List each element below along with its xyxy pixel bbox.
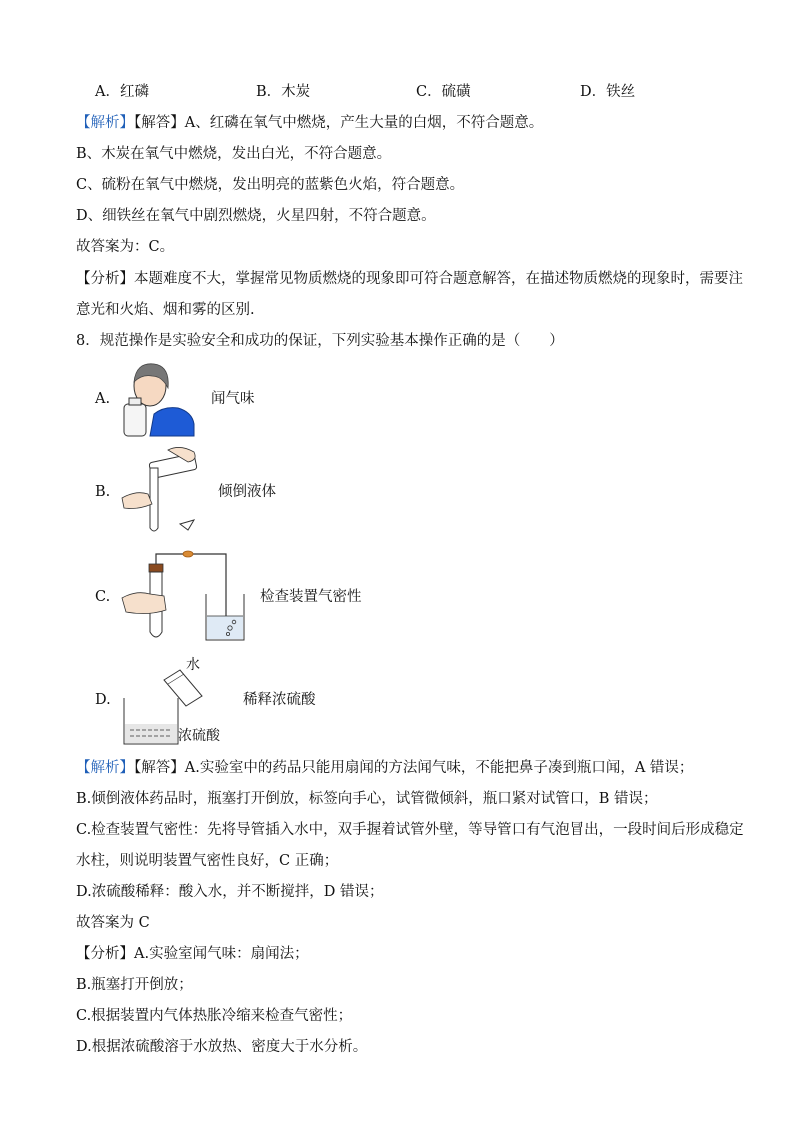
- q8-choice-a-label: 闻气味: [211, 391, 255, 407]
- q8-answer-line: [76, 758, 693, 778]
- q8-summary-d: D.根据浓硫酸溶于水放热、密度大于水分析。: [76, 1039, 368, 1055]
- q8-analysis-tag: 【解析】: [76, 760, 134, 776]
- airtightness-check-figure: [118, 544, 248, 644]
- q8-choice-b-letter: B.: [95, 484, 111, 500]
- q8-explanation-d: D.浓硫酸稀释：酸入水，并不断搅拌，D 错误；: [76, 884, 384, 900]
- q7-summary-line-2: 意光和火焰、烟和雾的区别.: [76, 302, 255, 318]
- q8-choice-b-label: 倾倒液体: [218, 484, 276, 500]
- q8-choice-a-letter: A.: [95, 391, 111, 407]
- q7-answer-intro: 【解答】A、红磷在氧气中燃烧，产生大量的白烟，不符合题意。: [134, 115, 544, 131]
- pouring-liquid-figure: [118, 446, 200, 534]
- q7-analysis-tag: 【解析】: [76, 115, 134, 131]
- q7-option-a: A．红磷: [95, 84, 149, 100]
- q8-summary-c: C.根据装置内气体热胀冷缩来检查气密性；: [76, 1008, 353, 1024]
- q8-answer-intro: 【解答】A.实验室中的药品只能用扇闻的方法闻气味，不能把鼻子凑到瓶口闻，A 错误；: [134, 760, 694, 776]
- q8-explanation-c-2: 水柱，则说明装置气密性良好，C 正确；: [76, 853, 339, 869]
- q8-choice-d-letter: D.: [95, 692, 111, 708]
- q8-explanation-b: B.倾倒液体药品时，瓶塞打开倒放，标签向手心，试管微倾斜，瓶口紧对试管口，B 错误；: [76, 791, 658, 807]
- q8-choice-d-label: 稀释浓硫酸: [243, 692, 316, 708]
- q7-explanation-b: B、木炭在氧气中燃烧，发出白光，不符合题意。: [76, 146, 392, 162]
- q7-option-d: D．铁丝: [580, 84, 636, 100]
- q8-stem: 8．规范操作是实验安全和成功的保证，下列实验基本操作正确的是（ ）: [76, 333, 564, 349]
- q8-summary-b: B.瓶塞打开倒放；: [76, 977, 193, 993]
- q7-summary-line-1: 【分析】本题难度不大，掌握常见物质燃烧的现象即可符合题意解答，在描述物质燃烧的现象时，需要注: [76, 271, 743, 287]
- q8-choice-c-label: 检查装置气密性: [260, 589, 362, 605]
- smelling-figure: [118, 360, 198, 438]
- q8-fig-d-acid-label: 浓硫酸: [178, 728, 220, 744]
- q8-fig-d-water-label: 水: [186, 657, 200, 673]
- q8-choice-c-letter: C.: [95, 589, 111, 605]
- q8-final-answer: 故答案为 C: [76, 915, 150, 931]
- q8-explanation-c-1: C.检查装置气密性：先将导管插入水中，双手握着试管外壁，等导管口有气泡冒出，一段时间后形成稳定: [76, 822, 744, 838]
- q7-explanation-d: D、细铁丝在氧气中剧烈燃烧，火星四射，不符合题意。: [76, 208, 436, 224]
- q7-explanation-c: C、硫粉在氧气中燃烧，发出明亮的蓝紫色火焰，符合题意。: [76, 177, 465, 193]
- q7-final-answer: 故答案为：C。: [76, 239, 175, 255]
- q8-summary-a: 【分析】A.实验室闻气味：扇闻法；: [76, 946, 309, 962]
- q7-option-b: B．木炭: [256, 84, 311, 100]
- q7-option-c: C．硫磺: [416, 84, 471, 100]
- q7-answer-line: [76, 113, 543, 133]
